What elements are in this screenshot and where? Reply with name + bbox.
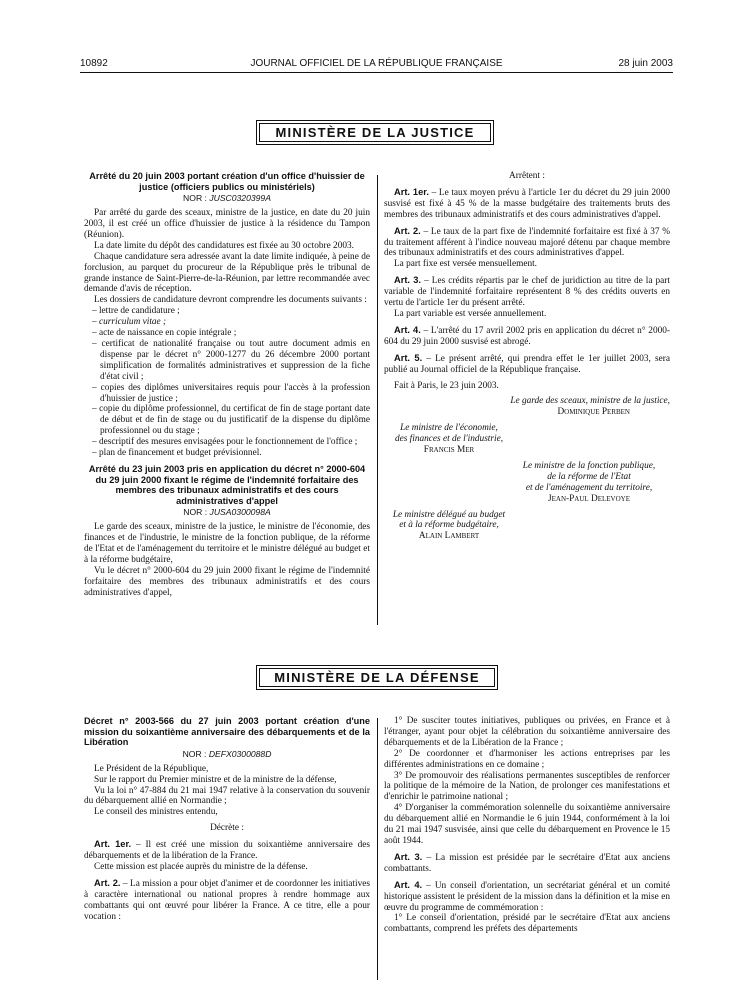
defense-p4: Le conseil des ministres entendu, bbox=[94, 807, 218, 818]
decree1-p1: Par arrêté du garde des sceaux, ministre de la justice, en date du 20 juin 2003, il est créé un office d'huissier de justice à la résidence du Tampon (Réunion). bbox=[84, 208, 370, 240]
decree2-p2: Vu le décret n° 2000-604 du 29 juin 2000 fixant le régime de l'indemnité forfaitaire des membres des tribunaux administratifs et des cours administratives d'appel, bbox=[84, 565, 370, 598]
defense-article-4: Art. 4. – Un conseil d'orientation, un secrétariat général et un comité historique assistent le président de la mission dans la définition et la mise en œuvre du programme de commémoration : bbox=[384, 879, 670, 913]
journal-title: JOURNAL OFFICIEL DE LA RÉPUBLIQUE FRANÇAISE bbox=[250, 58, 503, 69]
defense-left-column bbox=[84, 716, 370, 984]
decree1-p3: Chaque candidature sera adressée avant la date limite indiquée, à peine de forclusion, au parquet du procureur de la République près le tribunal de grande instance de Saint-Pierre-de-la-Réunion, par lettre recommandée avec demande d'avis de réception. bbox=[84, 251, 370, 295]
defense-article-2: Art. 2. – La mission a pour objet d'animer et de coordonner les initiatives à caractère international ou national propres à rendre hommage aux combattants qui ont œuvré pour libérer la France. A ce titre, elle a pour vocation : bbox=[84, 877, 370, 922]
fait-a-paris: Fait à Paris, le 23 juin 2003. bbox=[394, 380, 499, 391]
ministry-justice-title: MINISTÈRE DE LA JUSTICE bbox=[259, 123, 491, 142]
justice-left-column bbox=[84, 171, 370, 631]
defense-item-3: 3° De promouvoir des réalisations permanentes susceptibles de renforcer la politique de la mémoire de la Nation, de prolonger ces manifestations et d'enrichir le patrimoine national ; bbox=[384, 770, 670, 803]
header-rule bbox=[80, 72, 673, 73]
ministry-defense-title: MINISTÈRE DE LA DÉFENSE bbox=[259, 668, 495, 687]
article-1: Art. 1er. – Le taux moyen prévu à l'article 1er du décret du 29 juin 2000 susvisé est fixé à 45 % de la masse budgétaire des traitements bruts des membres des tribunaux administratifs et des cours administratives d'appel. bbox=[384, 186, 671, 220]
defense-item-5: 1° Le conseil d'orientation, présidé par le secrétaire d'Etat aux anciens combattants, comprend les préfets des départements bbox=[384, 913, 670, 935]
signature-justice-title: Le garde des sceaux, ministre de la justice, bbox=[510, 396, 670, 407]
article-3b: La part variable est versée annuellement. bbox=[394, 308, 547, 319]
list-item: – lettre de candidature ; bbox=[92, 306, 180, 317]
decrete: Décrète : bbox=[210, 823, 244, 834]
list-item: – descriptif des mesures envisagées pour le fonctionnement de l'office ; bbox=[92, 437, 358, 448]
justice-right-column bbox=[384, 171, 670, 631]
defense-article-1: Art. 1er. – Il est créé une mission du soixantième anniversaire des débarquements et de la libération de la France. bbox=[84, 839, 371, 862]
decree1-p4: Les dossiers de candidature devront comprendre les documents suivants : bbox=[94, 295, 367, 306]
decree2-nor: NOR : JUSA0300098A bbox=[183, 507, 271, 518]
signature-fonction-publique: Le ministre de la fonction publique, de la réforme de l'Etat et de l'aménagement du territoire, Jean-Paul Delevoye bbox=[522, 460, 656, 504]
signature-justice-name: Dominique Perben bbox=[557, 407, 630, 418]
article-2b: La part fixe est versée mensuellement. bbox=[394, 259, 538, 270]
article-5: Art. 5. – Le présent arrêté, qui prendra effet le 1er juillet 2003, sera publié au Journal officiel de la République française. bbox=[384, 352, 670, 375]
decree1-nor: NOR : JUSC0320399A bbox=[183, 193, 271, 204]
decree1-title: Arrêté du 20 juin 2003 portant création d'un office d'huissier de justice (officiers publics ou ministériels) bbox=[89, 171, 365, 192]
page-number: 10892 bbox=[80, 58, 108, 69]
list-item: – curriculum vitae ; bbox=[92, 317, 167, 328]
article-4: Art. 4. – L'arrêté du 17 avril 2002 pris en application du décret n° 2000-604 du 29 juin 2000 susvisé est abrogé. bbox=[384, 324, 670, 347]
list-item: – certificat de nationalité française ou tout autre document admis en dispense par le décret n° 2000-1277 du 26 décembre 2000 portant simplification de formalités administratives et suppression de la fiche d'état civil ; bbox=[92, 338, 370, 382]
arretent: Arrêtent : bbox=[509, 171, 545, 181]
defense-p3: Vu la loi n° 47-884 du 21 mai 1947 relative à la conservation du souvenir du débarquement allié en Normandie ; bbox=[84, 785, 370, 807]
issue-date: 28 juin 2003 bbox=[618, 58, 673, 69]
defense-item-2: 2° De coordonner et d'harmoniser les actions entreprises par les différentes administrations en ce domaine ; bbox=[384, 748, 670, 770]
defense-p1: Le Président de la République, bbox=[94, 763, 209, 774]
ministry-defense-box bbox=[256, 665, 498, 690]
article-2: Art. 2. – Le taux de la part fixe de l'indemnité forfaitaire est fixé à 37 % du traitement afférent à l'indice nouveau majoré détenu par chaque membre des tribunaux administratifs et des cours administratives d'appel. bbox=[384, 225, 670, 259]
list-item: – plan de financement et budget prévisionnel. bbox=[92, 448, 262, 459]
defense-item-4: 4° D'organiser la commémoration solennelle du soixantième anniversaire du débarquement allié en Normandie le 6 juin 1944, conformément à la loi du 21 mai 1947 susvisée, ainsi que celle du débarquement en Provence le 15 août 1944. bbox=[384, 803, 670, 846]
column-divider bbox=[377, 718, 378, 980]
list-item: – acte de naissance en copie intégrale ; bbox=[92, 328, 237, 339]
column-divider bbox=[377, 175, 378, 625]
defense-article-3: Art. 3. – La mission est présidée par le secrétaire d'Etat aux anciens combattants. bbox=[384, 851, 670, 874]
decree1-p2: La date limite du dépôt des candidatures est fixée au 30 octobre 2003. bbox=[94, 240, 354, 251]
decree2-p1: Le garde des sceaux, ministre de la justice, le ministre de l'économie, des finances et de l'industrie, le ministre de la fonction publique, de la réforme de l'Etat et de l'aménagement du territoire et le ministre délégué au budget et à la réforme budgétaire, bbox=[84, 522, 370, 565]
page-header bbox=[80, 58, 673, 72]
ministry-justice-box bbox=[256, 120, 494, 145]
defense-article-1b: Cette mission est placée auprès du ministre de la défense. bbox=[94, 861, 308, 872]
defense-right-column bbox=[384, 716, 670, 984]
list-item: – copies des diplômes universitaires requis pour l'accès à la profession d'huissier de justice ; bbox=[92, 382, 370, 404]
defense-decree-nor: NOR : DEFX0300088D bbox=[182, 748, 272, 759]
article-3: Art. 3. – Les crédits répartis par le chef de juridiction au titre de la part variable de l'indemnité forfaitaire représentent 8 % des crédits ouverts en vertu de l'article 1er du présent arrêté. bbox=[384, 275, 670, 309]
signature-budget: Le ministre délégué au budget et à la réforme budgétaire, Alain Lambert bbox=[392, 509, 506, 542]
decree2-title: Arrêté du 23 juin 2003 pris en application du décret n° 2000-604 du 29 juin 2000 fixant le régime de l'indemnité forfaitaire des membres des tribunaux administratifs et des cours administratives d'appel bbox=[88, 463, 366, 506]
defense-decree-title: Décret n° 2003-566 du 27 juin 2003 portant création d'une mission du soixantième anniversaire des débarquements et de la Libération bbox=[84, 716, 370, 748]
signature-economie: Le ministre de l'économie, des finances et de l'industrie, Francis Mer bbox=[394, 423, 504, 456]
list-item: – copie du diplôme professionnel, du certificat de fin de stage portant date de début et de fin de stage ou du justificatif de la dispense du diplôme professionnel ou du stage ; bbox=[92, 404, 370, 437]
defense-p2: Sur le rapport du Premier ministre et de la ministre de la défense, bbox=[94, 774, 337, 785]
defense-item-1: 1° De susciter toutes initiatives, publiques ou privées, en France et à l'étranger, ayant pour objet la célébration du soixantième anniversaire des débarquements et de la Libération de la France ; bbox=[384, 716, 670, 748]
